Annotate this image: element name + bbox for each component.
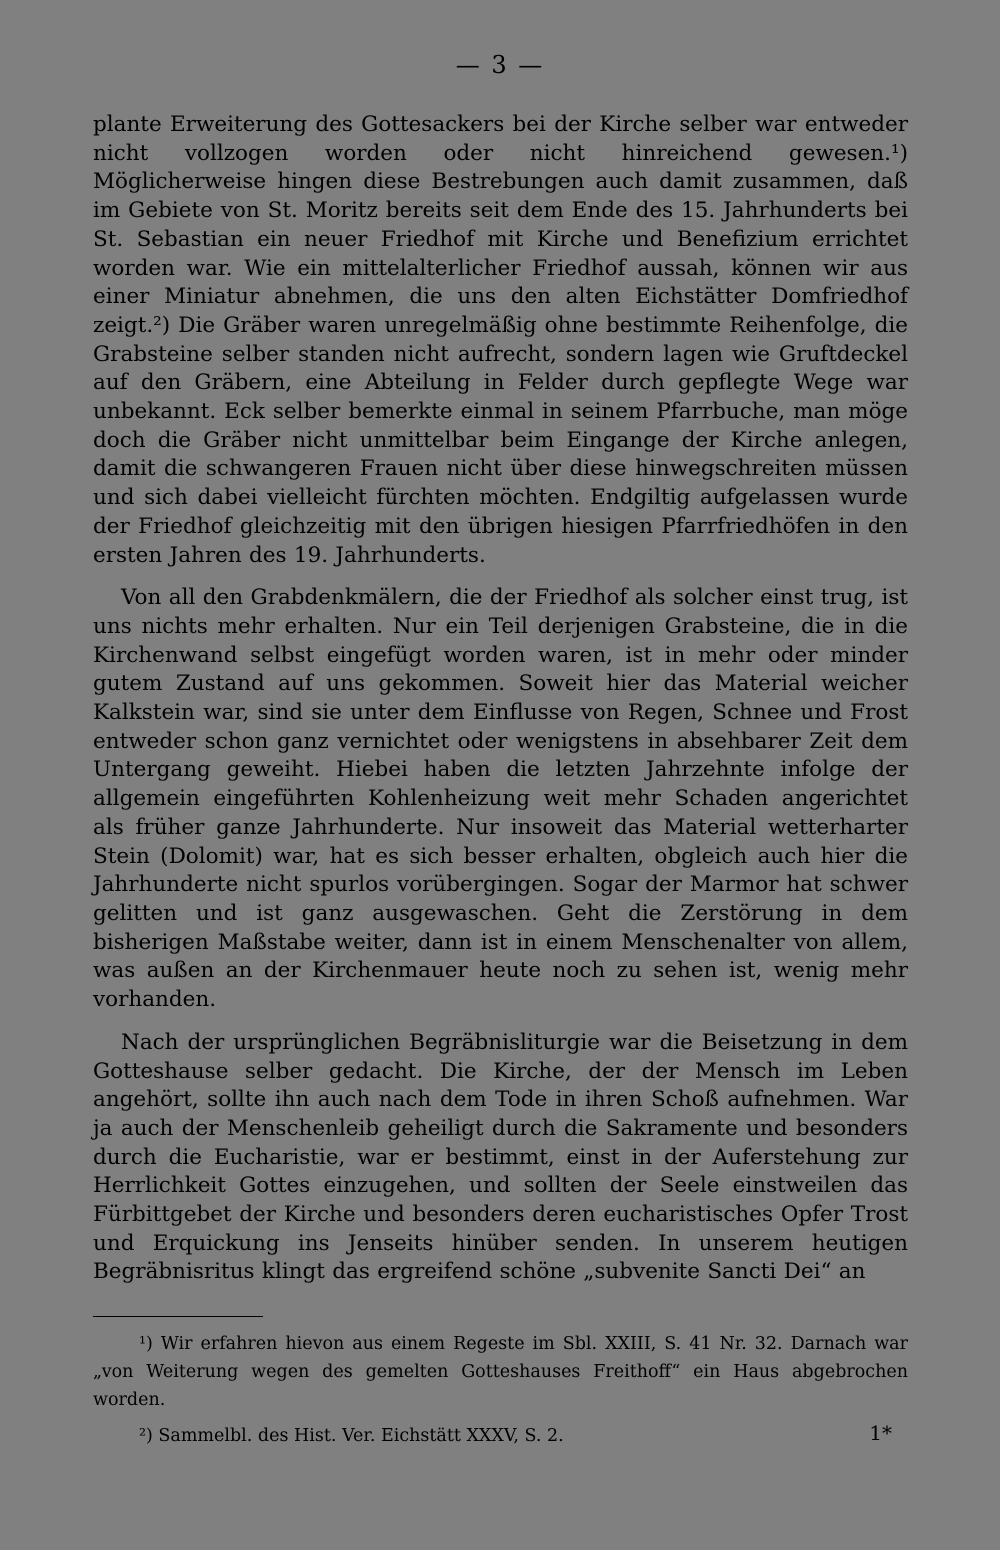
paragraph-burial-liturgy: Nach der ursprünglichen Begräbnisliturgie war die Beisetzung in dem Gotteshause selber gedacht. Die Kirche, der der Mensch im Leben angehört, sollte ihn auch nach dem Tode in ihren Schoß aufnehmen. War ja auch der Menschenleib geheiligt durch die Sakramente und besonders durch die Eucharistie, war er bestimmt, einst in der Auferstehung zur Herrlichkeit Gottes einzugehen, und sollten der Seele einstweilen das Fürbittgebet der Kirche und besonders deren eucharistisches Opfer Trost und Erquickung ins Jenseits hinüber senden. In unserem heutigen Begräbnisritus klingt das ergreifend schöne „subvenite Sancti Dei“ an (93, 1029, 908, 1285)
signature-mark: 1* (869, 1421, 892, 1445)
footnote-1: ¹) Wir erfahren hievon aus einem Regeste im Sbl. XXIII, S. 41 Nr. 32. Darnach war „von Weiterung wegen des gemelten Gotteshauses Freithoff“ ein Haus abgebrochen worden. (93, 1334, 908, 1410)
paragraph-continued: plante Erweiterung des Gottesackers bei der Kirche selber war entweder nicht vollzogen worden oder nicht hinreichend gewesen.¹) Möglicherweise hingen diese Bestrebungen auch damit zusammen, daß im Gebiete von St. Moritz bereits seit dem Ende des 15. Jahrhunderts bei St. Sebastian ein neuer Friedhof mit Kirche und Benefizium errichtet worden war. Wie ein mittelalterlicher Friedhof aussah, können wir aus einer Miniatur abnehmen, die uns den alten Eichstätter Domfriedhof zeigt.²) Die Gräber waren unregelmäßig ohne bestimmte Reihenfolge, die Grabsteine selber standen nicht aufrecht, sondern lagen wie Gruftdeckel auf den Gräbern, eine Abteilung in Felder durch gepflegte Wege war unbekannt. Eck selber bemerkte einmal in seinem Pfarrbuche, man möge doch die Gräber nicht unmittelbar beim Eingange der Kirche anlegen, damit die schwangeren Frauen nicht über diese hinwegschreiten müssen und sich dabei vielleicht fürchten möchten. Endgiltig aufgelassen wurde der Friedhof gleichzeitig mit den übrigen hiesigen Pfarrfriedhöfen in den ersten Jahren des 19. Jahrhunderts. (93, 112, 908, 568)
body-text (93, 111, 908, 1287)
page-number: — 3 — (455, 51, 545, 79)
footnote-divider (93, 1316, 263, 1317)
paragraph-grave-monuments: Von all den Grabdenkmälern, die der Friedhof als solcher einst trug, ist uns nichts mehr erhalten. Nur ein Teil derjenigen Grabsteine, die in die Kirchenwand selbst eingefügt worden waren, ist in mehr oder minder gutem Zustand auf uns gekommen. Soweit hier das Material weicher Kalkstein war, sind sie unter dem Einflusse von Regen, Schnee und Frost entweder schon ganz vernichtet oder wenigstens in absehbarer Zeit dem Untergang geweiht. Hiebei haben die letzten Jahrzehnte infolge der allgemein eingeführten Kohlenheizung weit mehr Schaden angerichtet als früher ganze Jahrhunderte. Nur insoweit das Material wetterharter Stein (Dolomit) war, hat es sich besser erhalten, obgleich auch hier die Jahrhunderte nicht spurlos vorübergingen. Sogar der Marmor hat schwer gelitten und ist ganz ausgewaschen. Geht die Zerstörung in dem bisherigen Maßstabe weiter, dann ist in einem Menschenalter von allem, was außen an der Kirchenmauer heute noch zu sehen ist, wenig mehr vorhanden. (93, 585, 908, 1013)
footnote-2: ²) Sammelbl. des Hist. Ver. Eichstätt XXXV, S. 2. (139, 1426, 564, 1446)
footnotes (93, 1330, 908, 1450)
